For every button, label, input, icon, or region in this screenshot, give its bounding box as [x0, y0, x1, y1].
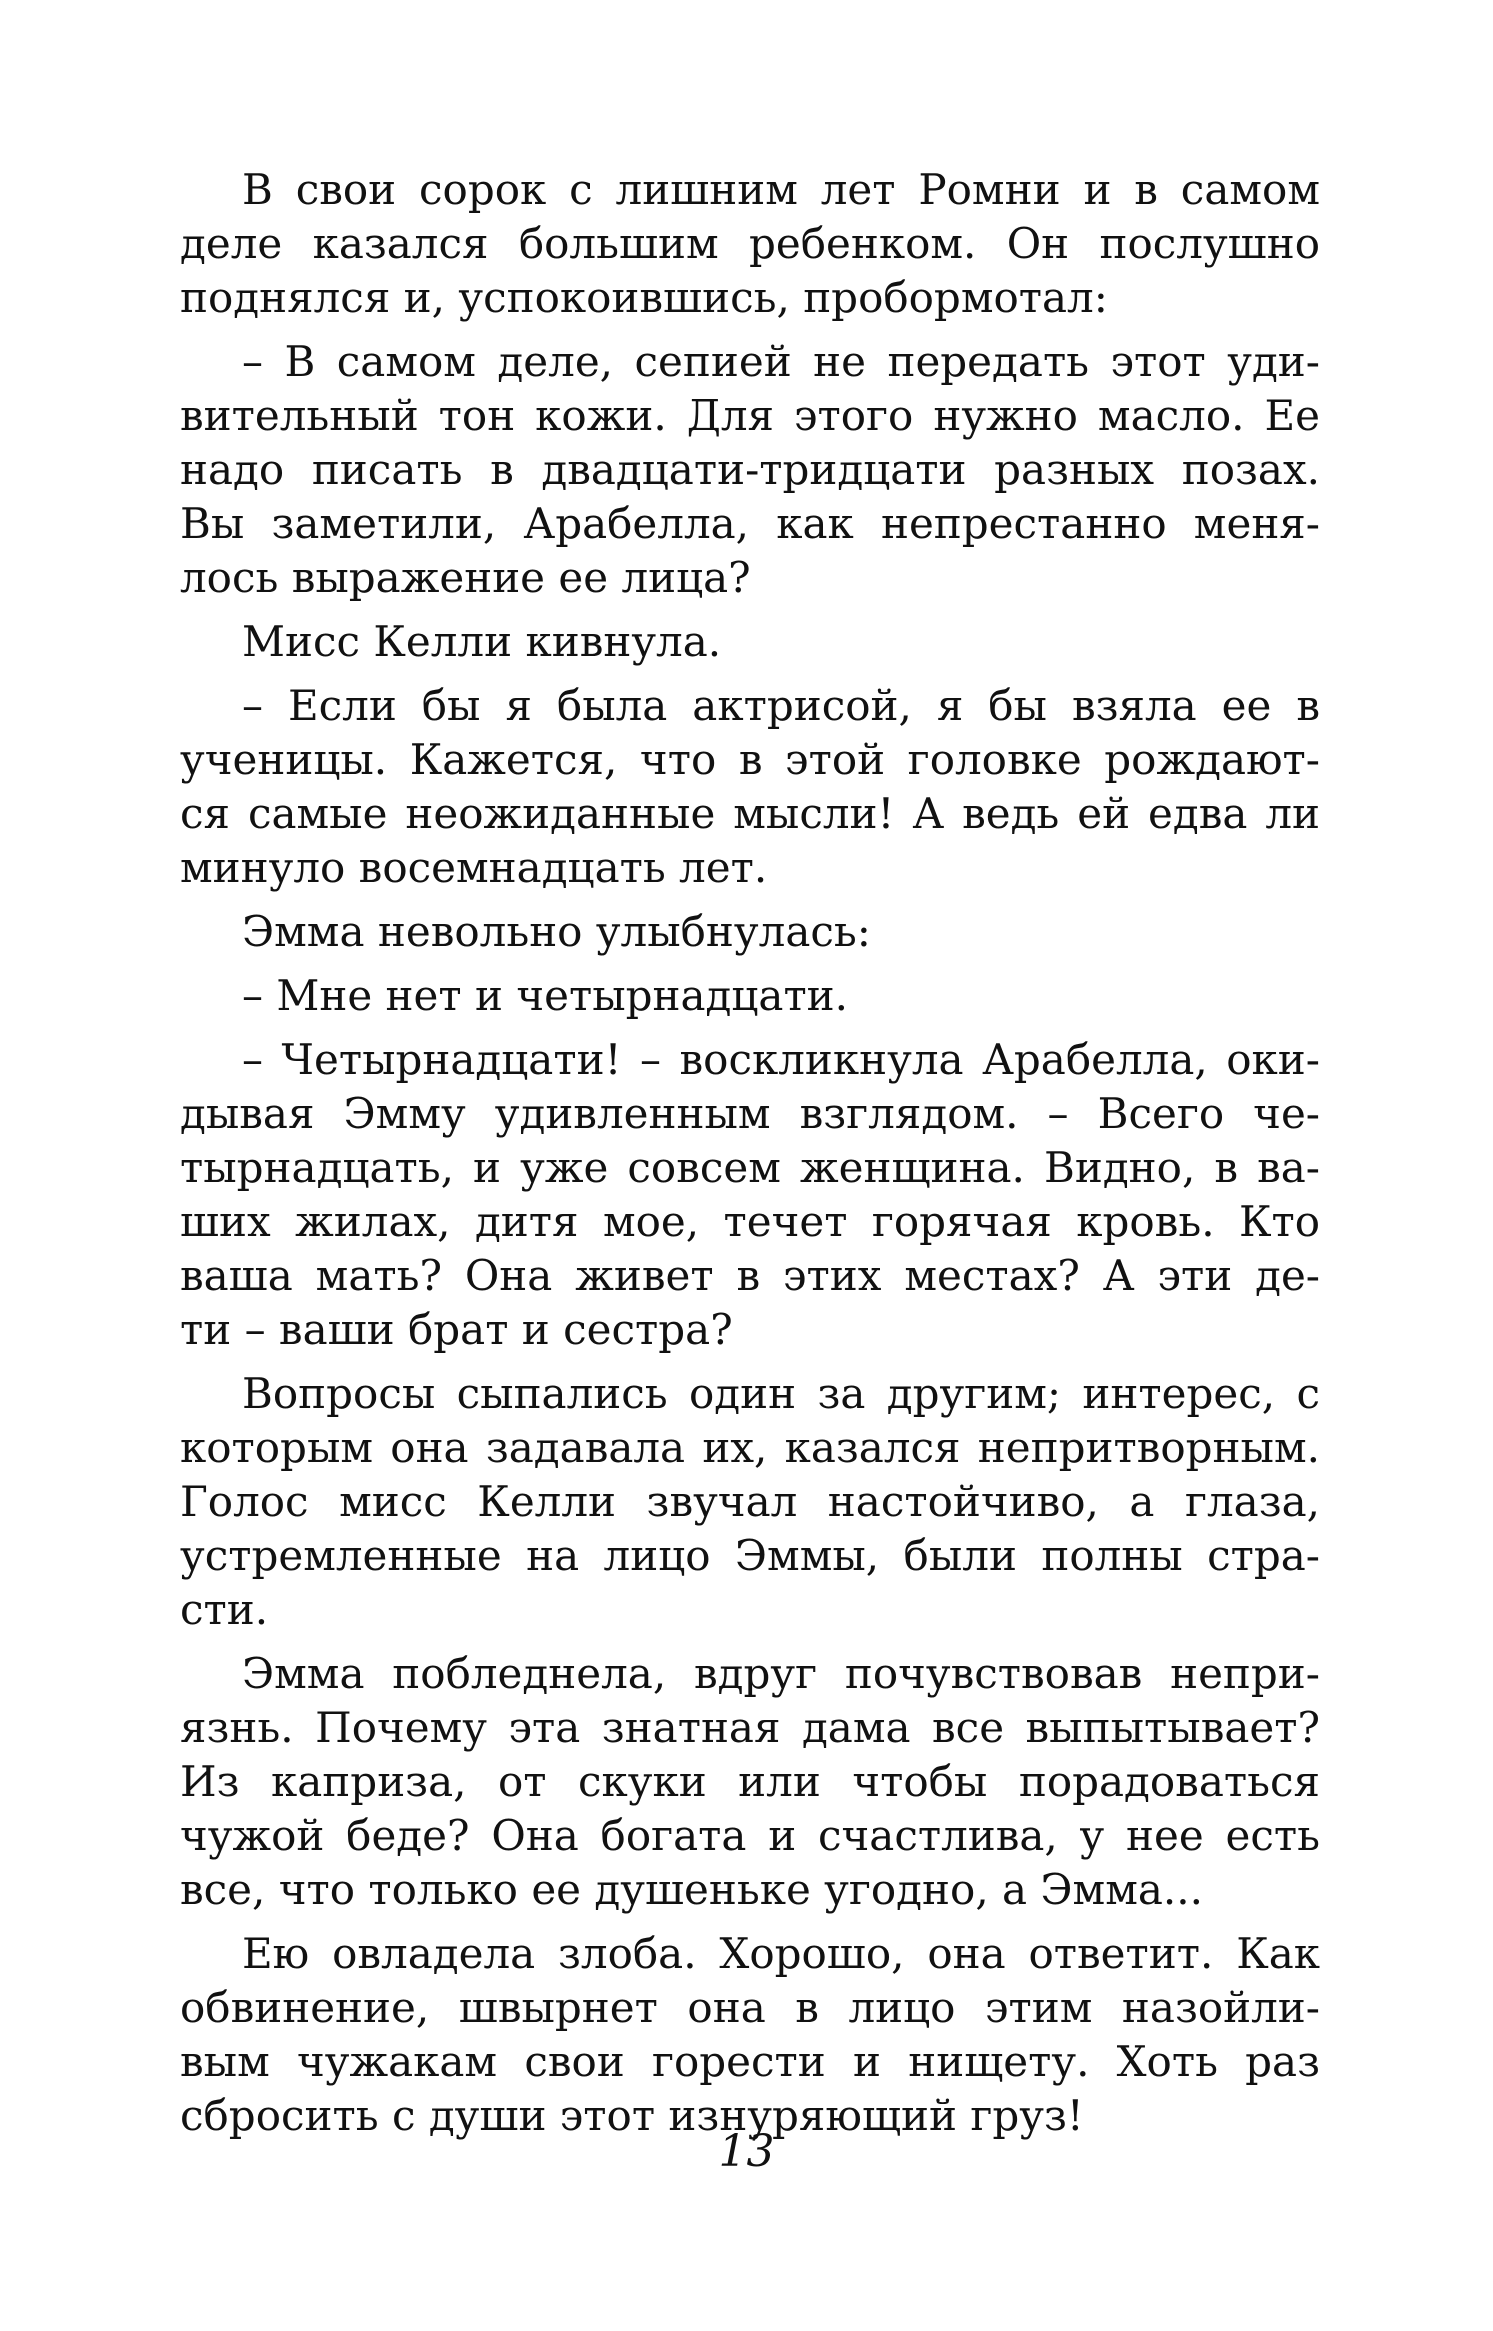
- text-line: устремленные на лицо Эммы, были полны стра-: [180, 1531, 1320, 1580]
- text-line: Вопросы сыпались один за другим; интерес, с: [242, 1369, 1320, 1418]
- text-line: вительный тон кожи. Для этого нужно масло. Ее: [180, 391, 1320, 440]
- text-line: Голос мисс Келли звучал настойчиво, а глаза,: [180, 1477, 1320, 1526]
- paragraph-gap: [180, 895, 1320, 905]
- paragraph: [180, 905, 1320, 959]
- text-line: сти.: [180, 1585, 269, 1634]
- text-line: ти – ваши брат и сестра?: [180, 1305, 733, 1354]
- paragraph: [180, 1927, 1320, 2143]
- text-line: ших жилах, дитя мое, течет горячая кровь. Кто: [180, 1197, 1320, 1246]
- page-number: 13: [718, 2126, 775, 2177]
- paragraph-gap: [180, 1023, 1320, 1033]
- text-line: деле казался большим ребенком. Он послушно: [180, 219, 1320, 268]
- text-line: – В самом деле, сепией не передать этот уди-: [242, 337, 1320, 386]
- text-line: ваша мать? Она живет в этих местах? А эти де-: [180, 1251, 1320, 1300]
- paragraph: [180, 615, 1320, 669]
- text-line: Из каприза, от скуки или чтобы порадоваться: [180, 1757, 1320, 1806]
- paragraph-gap: [180, 1637, 1320, 1647]
- paragraph: [180, 335, 1320, 605]
- text-line: Эмма невольно улыбнулась:: [242, 907, 871, 956]
- text-line: надо писать в двадцати-тридцати разных позах.: [180, 445, 1320, 494]
- text-line: В свои сорок с лишним лет Ромни и в самом: [242, 165, 1320, 214]
- text-line: дывая Эмму удивленным взглядом. – Всего че-: [180, 1089, 1320, 1138]
- text-line: Мисс Келли кивнула.: [242, 617, 722, 666]
- text-line: обвинение, швырнет она в лицо этим назойли-: [180, 1983, 1320, 2032]
- text-line: вым чужакам свои горести и нищету. Хоть раз: [180, 2037, 1320, 2086]
- paragraph-gap: [180, 605, 1320, 615]
- body-text: [180, 163, 1320, 2143]
- paragraph: [180, 969, 1320, 1023]
- text-line: тырнадцать, и уже совсем женщина. Видно, в ва-: [180, 1143, 1320, 1192]
- text-line: ученицы. Кажется, что в этой головке рождают-: [180, 735, 1320, 784]
- text-line: – Если бы я была актрисой, я бы взяла ее в: [242, 681, 1320, 730]
- text-line: лось выражение ее лица?: [180, 553, 751, 602]
- paragraph-gap: [180, 325, 1320, 335]
- paragraph-gap: [180, 959, 1320, 969]
- text-line: все, что только ее душеньке угодно, а Эмма...: [180, 1865, 1203, 1914]
- text-line: Вы заметили, Арабелла, как непрестанно меня-: [180, 499, 1320, 548]
- text-line: поднялся и, успокоившись, пробормотал:: [180, 273, 1108, 322]
- text-line: минуло восемнадцать лет.: [180, 843, 768, 892]
- paragraph: [180, 163, 1320, 325]
- paragraph-gap: [180, 669, 1320, 679]
- text-line: Ею овладела злоба. Хорошо, она ответит. Как: [242, 1929, 1320, 1978]
- text-line: – Четырнадцати! – воскликнула Арабелла, оки-: [242, 1035, 1320, 1084]
- text-line: сбросить с души этот изнуряющий груз!: [180, 2091, 1084, 2140]
- text-line: ся самые неожиданные мысли! А ведь ей едва ли: [180, 789, 1320, 838]
- paragraph: [180, 1033, 1320, 1357]
- paragraph: [180, 1647, 1320, 1917]
- text-line: которым она задавала их, казался непритворным.: [180, 1423, 1320, 1472]
- text-line: чужой беде? Она богата и счастлива, у нее есть: [180, 1811, 1320, 1860]
- paragraph: [180, 679, 1320, 895]
- text-line: – Мне нет и четырнадцати.: [242, 971, 849, 1020]
- text-line: язнь. Почему эта знатная дама все выпытывает?: [180, 1703, 1320, 1752]
- text-line: Эмма побледнела, вдруг почувствовав непри-: [242, 1649, 1320, 1698]
- paragraph-gap: [180, 1917, 1320, 1927]
- paragraph: [180, 1367, 1320, 1637]
- paragraph-gap: [180, 1357, 1320, 1367]
